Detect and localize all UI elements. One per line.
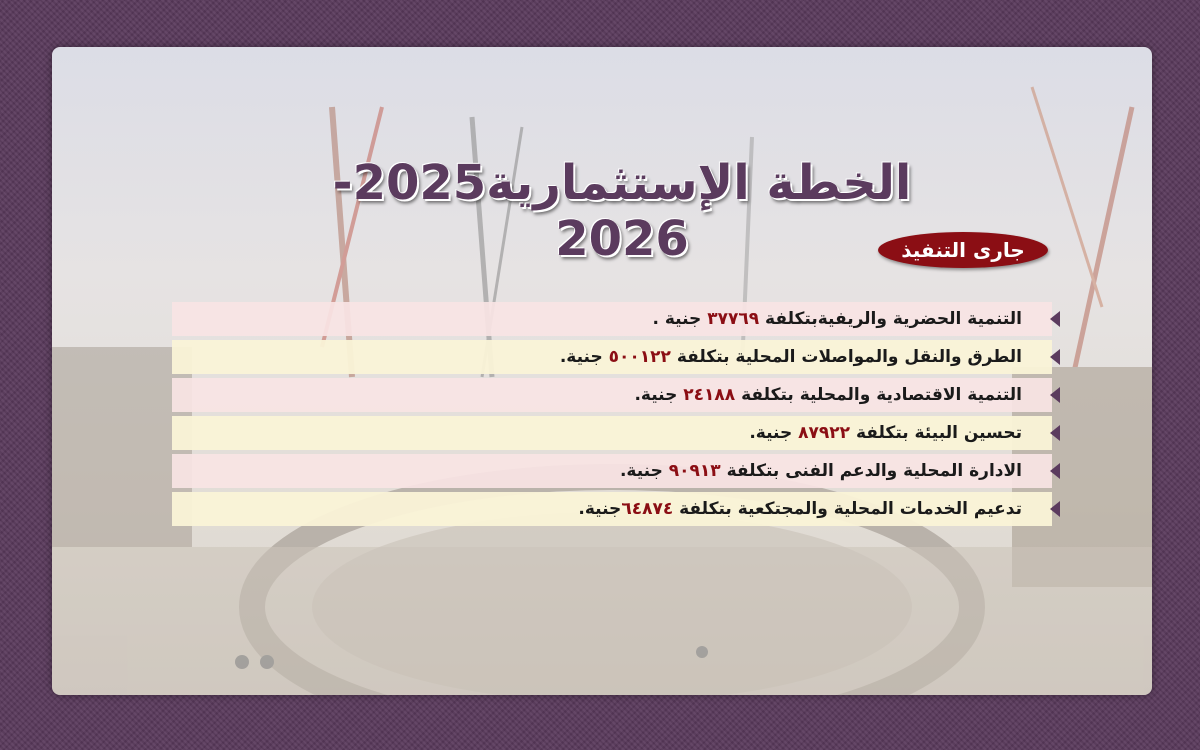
list-item-text: الطرق والنقل والمواصلات المحلية بتكلفة ٥٠٠١٢٢ جنية. bbox=[559, 347, 1022, 367]
list-item-text: التنمية الاقتصادية والمحلية بتكلفة ٢٤١٨٨ جنية. bbox=[634, 385, 1022, 405]
page-title: الخطة الإستثمارية2025-2026 bbox=[332, 155, 912, 267]
project-list bbox=[172, 302, 1052, 530]
list-item bbox=[172, 302, 1052, 336]
cost-number: ٢٤١٨٨ bbox=[683, 385, 736, 405]
list-item-text: التنمية الحضرية والريفيةبتكلفة ٣٧٧٦٩ جنية . bbox=[652, 309, 1022, 329]
bullet-arrow-icon bbox=[1050, 501, 1060, 517]
bullet-arrow-icon bbox=[1050, 349, 1060, 365]
list-item bbox=[172, 340, 1052, 374]
cost-number: ٣٧٧٦٩ bbox=[707, 309, 760, 329]
cost-number: ٦٤٨٧٤ bbox=[621, 499, 674, 519]
list-item-text: تدعيم الخدمات المحلية والمجتكعية بتكلفة ٦٤٨٧٤جنية. bbox=[578, 499, 1022, 519]
bullet-arrow-icon bbox=[1050, 311, 1060, 327]
bullet-arrow-icon bbox=[1050, 387, 1060, 403]
cost-number: ٨٧٩٢٢ bbox=[798, 423, 851, 443]
cost-number: ٩٠٩١٣ bbox=[668, 461, 721, 481]
bullet-arrow-icon bbox=[1050, 425, 1060, 441]
content-panel bbox=[52, 47, 1152, 695]
status-badge: جارى التنفيذ bbox=[878, 232, 1048, 268]
bullet-arrow-icon bbox=[1050, 463, 1060, 479]
list-item bbox=[172, 378, 1052, 412]
list-item bbox=[172, 492, 1052, 526]
list-item-text: تحسين البيئة بتكلفة ٨٧٩٢٢ جنية. bbox=[749, 423, 1022, 443]
cost-number: ٥٠٠١٢٢ bbox=[608, 347, 671, 367]
list-item bbox=[172, 454, 1052, 488]
list-item bbox=[172, 416, 1052, 450]
list-item-text: الادارة المحلية والدعم الفنى بتكلفة ٩٠٩١٣ جنية. bbox=[619, 461, 1022, 481]
